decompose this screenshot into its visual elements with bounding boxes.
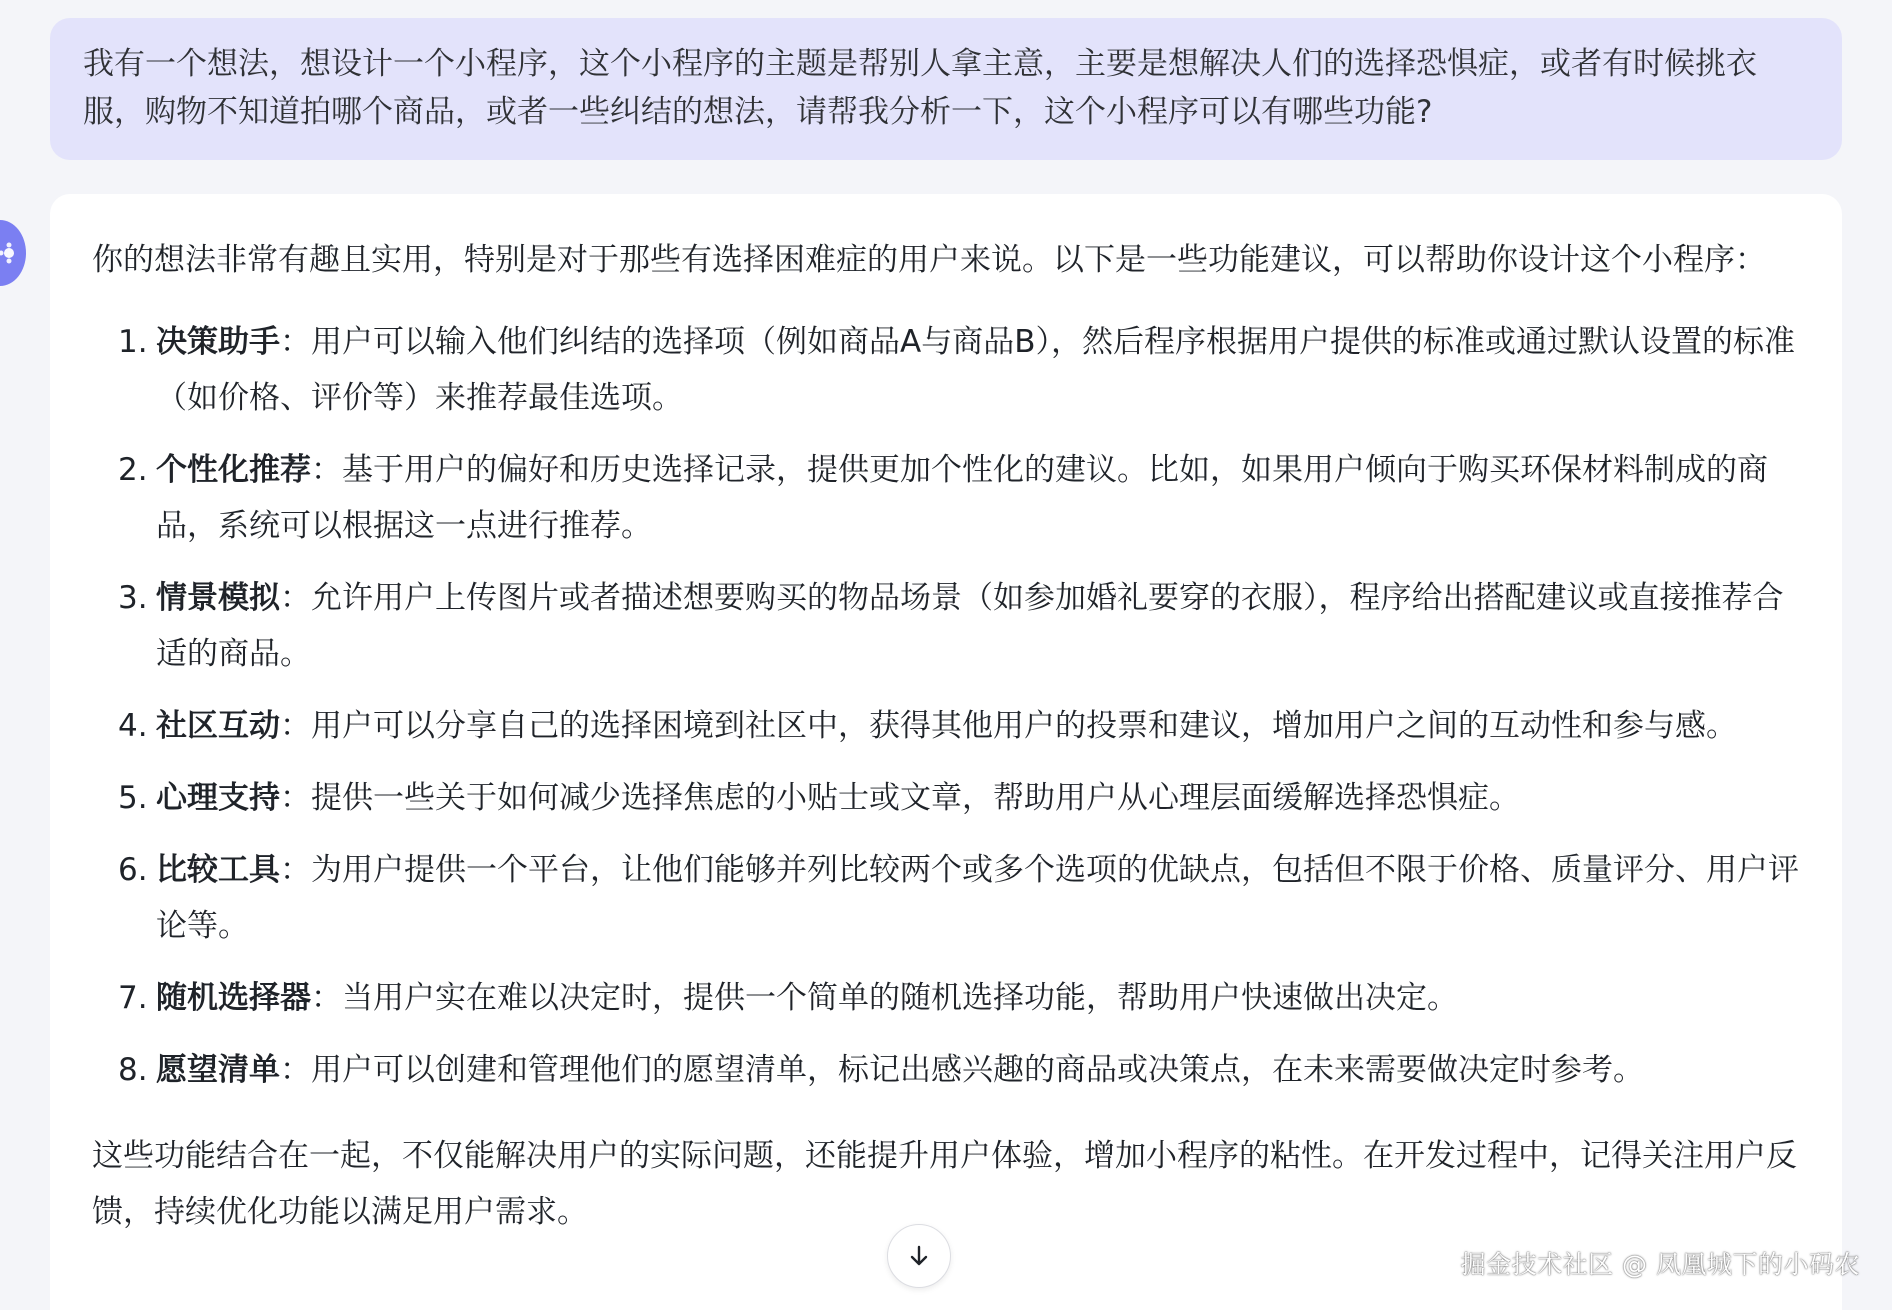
arrow-down-icon bbox=[905, 1242, 933, 1270]
list-item bbox=[92, 314, 1802, 426]
feature-description: ：提供一些关于如何减少选择焦虑的小贴士或文章，帮助用户从心理层面缓解选择恐惧症。 bbox=[280, 780, 1520, 816]
feature-title: 随机选择器 bbox=[156, 980, 311, 1016]
watermark: 掘金技术社区 @ 凤凰城下的小码农 bbox=[1460, 1250, 1860, 1279]
feature-title: 情景模拟 bbox=[156, 580, 280, 616]
list-item bbox=[92, 970, 1802, 1026]
feature-description: ：当用户实在难以决定时，提供一个简单的随机选择功能，帮助用户快速做出决定。 bbox=[311, 980, 1458, 1016]
feature-description: ：用户可以分享自己的选择困境到社区中，获得其他用户的投票和建议，增加用户之间的互动性和参与感。 bbox=[280, 708, 1737, 744]
feature-title: 比较工具 bbox=[156, 852, 280, 888]
feature-description: ：基于用户的偏好和历史选择记录，提供更加个性化的建议。比如，如果用户倾向于购买环保材料制成的商品，系统可以根据这一点进行推荐。 bbox=[156, 452, 1768, 544]
list-number: 8. bbox=[118, 1052, 148, 1088]
list-item bbox=[92, 442, 1802, 554]
list-number: 2. bbox=[118, 452, 148, 488]
feature-description: ：用户可以输入他们纠结的选择项（例如商品A与商品B），然后程序根据用户提供的标准或通过默认设置的标准（如价格、评价等）来推荐最佳选项。 bbox=[156, 324, 1795, 416]
feature-title: 心理支持 bbox=[156, 780, 280, 816]
list-item bbox=[92, 842, 1802, 954]
assistant-message-card bbox=[50, 194, 1842, 1310]
feature-list bbox=[92, 314, 1802, 1098]
sparkle-icon bbox=[0, 242, 20, 264]
list-number: 1. bbox=[118, 324, 148, 360]
list-item bbox=[92, 1042, 1802, 1098]
assistant-intro: 你的想法非常有趣且实用，特别是对于那些有选择困难症的用户来说。以下是一些功能建议，可以帮助你设计这个小程序： bbox=[92, 242, 1766, 278]
list-item bbox=[92, 570, 1802, 682]
feature-title: 个性化推荐 bbox=[156, 452, 311, 488]
list-item bbox=[92, 698, 1802, 754]
user-message-bubble bbox=[50, 18, 1842, 160]
list-number: 4. bbox=[118, 708, 148, 744]
assistant-outro: 这些功能结合在一起，不仅能解决用户的实际问题，还能提升用户体验，增加小程序的粘性。在开发过程中，记得关注用户反馈，持续优化功能以满足用户需求。 bbox=[92, 1138, 1797, 1230]
user-message-text: 我有一个想法，想设计一个小程序，这个小程序的主题是帮别人拿主意，主要是想解决人们的选择恐惧症，或者有时候挑衣服，购物不知道拍哪个商品，或者一些纠结的想法，请帮我分析一下，这个小程序可以有哪些功能? bbox=[83, 46, 1757, 130]
list-number: 3. bbox=[118, 580, 148, 616]
feature-title: 社区互动 bbox=[156, 708, 280, 744]
feature-description: ：用户可以创建和管理他们的愿望清单，标记出感兴趣的商品或决策点，在未来需要做决定时参考。 bbox=[280, 1052, 1644, 1088]
list-number: 6. bbox=[118, 852, 148, 888]
scroll-to-bottom-button[interactable] bbox=[887, 1224, 951, 1288]
feature-title: 愿望清单 bbox=[156, 1052, 280, 1088]
feature-description: ：允许用户上传图片或者描述想要购买的物品场景（如参加婚礼要穿的衣服），程序给出搭配建议或直接推荐合适的商品。 bbox=[156, 580, 1784, 672]
assistant-avatar-icon bbox=[0, 220, 26, 286]
feature-title: 决策助手 bbox=[156, 324, 280, 360]
feature-description: ：为用户提供一个平台，让他们能够并列比较两个或多个选项的优缺点，包括但不限于价格、质量评分、用户评论等。 bbox=[156, 852, 1799, 944]
list-number: 5. bbox=[118, 780, 148, 816]
list-item bbox=[92, 770, 1802, 826]
list-number: 7. bbox=[118, 980, 148, 1016]
